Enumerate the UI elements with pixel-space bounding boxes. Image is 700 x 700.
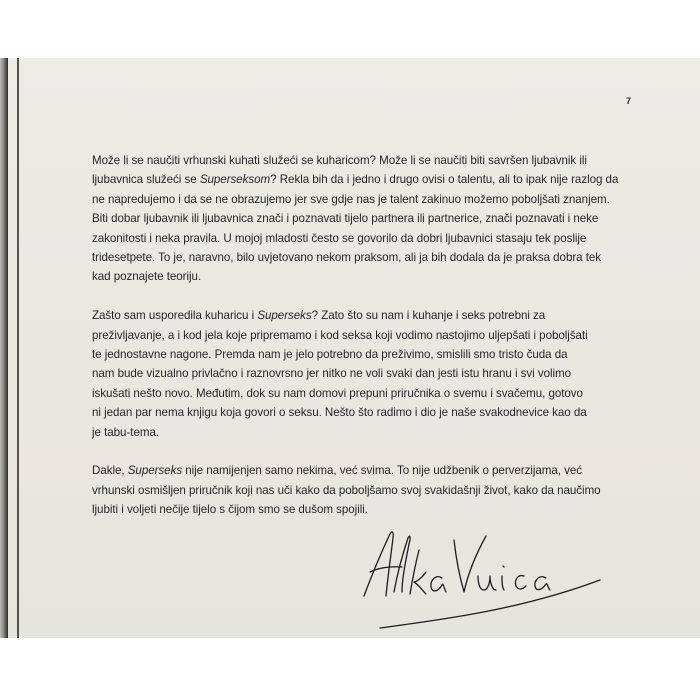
text-line [92, 461, 612, 480]
text-line [92, 267, 612, 286]
text-segment: je tabu-tema. [92, 425, 160, 439]
text-segment: tridesetpete. To je, naravno, bilo uvjetovano nekom praksom, ali ja bih dodala da je praksa dobra tek [92, 251, 602, 265]
page-gutter-line [17, 58, 19, 638]
text-line [92, 326, 612, 345]
text-line [92, 209, 612, 228]
text-line [92, 384, 612, 403]
text-segment: Biti dobar ljubavnik ili ljubavnica znači i poznavati tijelo partnera ili partnerice, znači poznavati i neke [92, 212, 599, 226]
book-title-italic: Superseksom [199, 173, 271, 187]
text-line [92, 364, 612, 383]
text-segment: Zašto sam usporedila kuharicu i [92, 309, 258, 323]
text-line [92, 345, 612, 364]
text-segment: ne napredujemo i da se ne obrazujemo jer sve gdje nas je talent zakinuo možemo poboljšati znanjem. [92, 192, 610, 206]
text-line [92, 423, 612, 442]
text-segment: ? Zato što su nam i kuhanje i seks potrebni za [311, 309, 546, 323]
text-segment: ljubiti i voljeti nečije tijelo s čijom smo se dušom spojili. [92, 503, 368, 517]
text-segment: Može li se naučiti vrhunski kuhati služeći se kuharicom? Može li se naučiti biti savršen ljubavnik ili [92, 154, 587, 167]
text-segment: ? Rekla bih da i jedno i drugo ovisi o talentu, ali to ipak nije razlog da [270, 173, 619, 187]
text-segment: te jednostavne nagone. Premda nam je jelo potrebno da preživimo, smislili smo tristo čuda da [92, 348, 568, 362]
text-segment: vrhunski osmišljen priručnik koji nas uči kako da poboljšamo svoj svakidašnji život, kako da naučimo [92, 483, 601, 497]
text-segment: zakonitosti i neka pravila. U mojoj mladosti često se govorilo da dobri ljubavnici stasaju tek poslije [92, 231, 587, 245]
text-line [92, 170, 619, 189]
text-line [92, 229, 612, 248]
text-segment: kad poznajete teoriju. [92, 270, 202, 284]
book-title-italic: Superseks [127, 464, 183, 478]
text-line [92, 403, 612, 422]
page-number: 7 [626, 96, 632, 106]
text-line [92, 190, 612, 209]
text-line [92, 248, 612, 267]
text-segment: ljubavnica služeći se [92, 173, 200, 187]
text-line [92, 481, 612, 500]
paragraph [92, 306, 612, 442]
text-line [92, 306, 612, 325]
text-segment: iskušati nešto novo. Međutim, dok su nam domovi prepuni priručnika o svemu i svačemu, gotovo [92, 386, 583, 400]
text-segment: nam bude vizualno privlačno i raznovrsno jer nitko ne voli svaki dan jesti istu hranu i svi volimo [92, 367, 572, 381]
book-spine [0, 58, 8, 638]
book-title-italic: Superseks [257, 309, 312, 323]
paragraph [92, 151, 619, 287]
text-segment: ni jedan par nema knjigu koja govori o seksu. Nešto što radimo i dio je naše svakodnevice kao da [92, 406, 587, 420]
text-line [92, 151, 612, 170]
author-signature [350, 510, 610, 630]
body-text [92, 151, 619, 539]
text-segment: preživljavanje, a i kod jela koje pripremamo i kod seksa koji vodimo nastojimo uljepšati i poboljšati [92, 328, 588, 342]
text-segment: nije namijenjen samo nekima, već svima. To nije udžbenik o perverzijama, već [182, 464, 583, 478]
text-segment: Dakle, [92, 464, 128, 478]
